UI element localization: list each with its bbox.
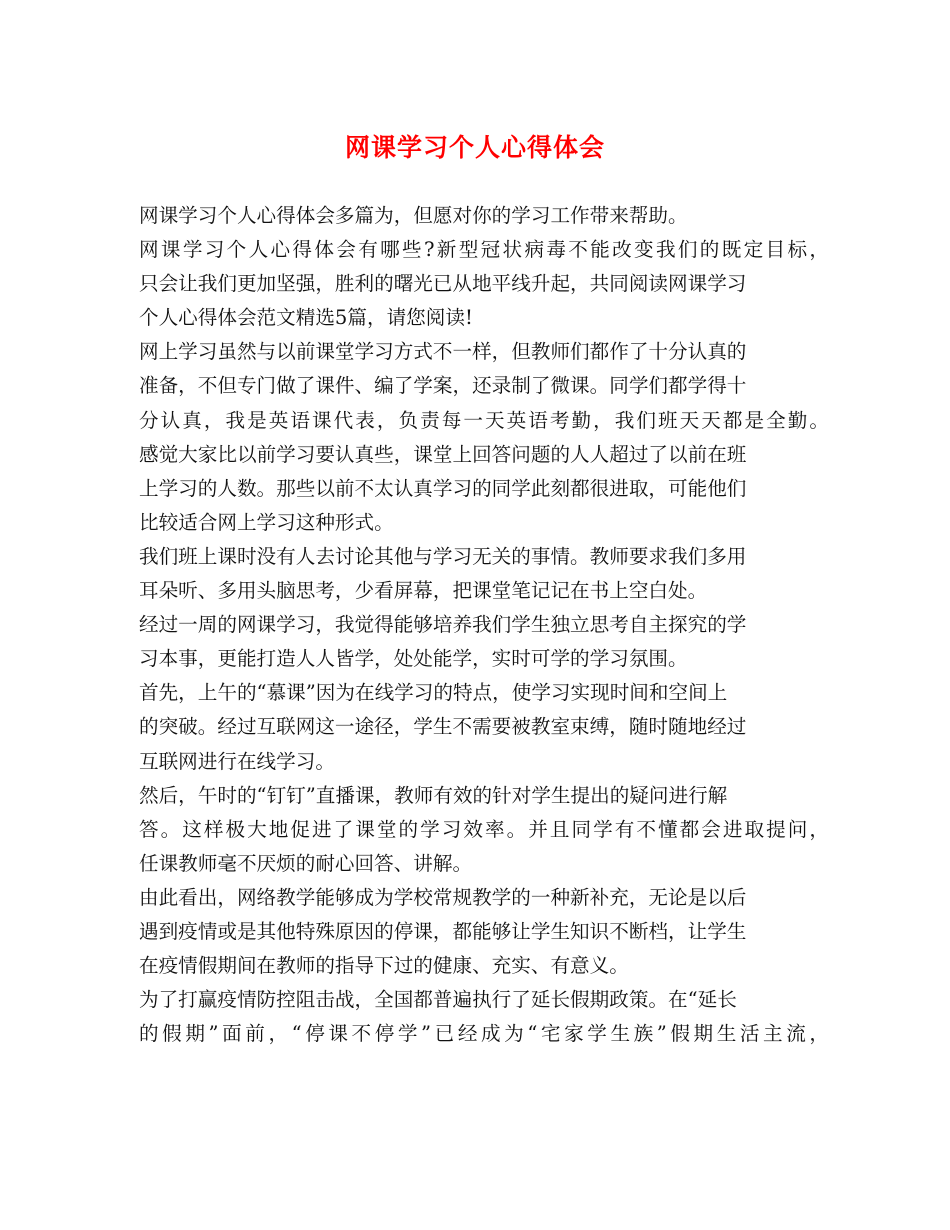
body-line: 习本事，更能打造人人皆学，处处能学，实时可学的学习氛围。 bbox=[139, 647, 688, 671]
body-line: 的假期”面前，“停课不停学”已经成为“宅家学生族”假期生活主流， bbox=[139, 1022, 829, 1046]
body-line: 任课教师毫不厌烦的耐心回答、讲解。 bbox=[139, 851, 473, 875]
document-body bbox=[139, 199, 829, 1051]
body-line: 然后，午时的“钉钉”直播课，教师有效的针对学生提出的疑问进行解 bbox=[139, 783, 728, 807]
body-line: 在疫情假期间在教师的指导下过的健康、充实、有意义。 bbox=[139, 954, 629, 978]
body-line: 的突破。经过互联网这一途径，学生不需要被教室束缚，随时随地经过 bbox=[139, 715, 747, 739]
body-line: 答。这样极大地促进了课堂的学习效率。并且同学有不懂都会进取提问， bbox=[139, 817, 829, 841]
body-line: 互联网进行在线学习。 bbox=[139, 749, 335, 773]
body-line: 耳朵听、多用头脑思考，少看屏幕，把课堂笔记记在书上空白处。 bbox=[139, 579, 708, 603]
body-line: 感觉大家比以前学习要认真些，课堂上回答问题的人人超过了以前在班 bbox=[139, 442, 747, 466]
body-line: 网课学习个人心得体会多篇为，但愿对你的学习工作带来帮助。 bbox=[139, 204, 688, 227]
body-line: 只会让我们更加坚强，胜利的曙光已从地平线升起，共同阅读网课学习 bbox=[139, 272, 747, 296]
body-line: 网课学习个人心得体会有哪些?新型冠状病毒不能改变我们的既定目标， bbox=[139, 238, 829, 262]
body-line: 准备，不但专门做了课件、编了学案，还录制了微课。同学们都学得十 bbox=[139, 374, 747, 398]
body-line: 分认真，我是英语课代表，负责每一天英语考勤，我们班天天都是全勤。 bbox=[139, 408, 829, 432]
body-line: 我们班上课时没有人去讨论其他与学习无关的事情。教师要求我们多用 bbox=[139, 544, 747, 568]
body-line: 上学习的人数。那些以前不太认真学习的同学此刻都很进取，可能他们 bbox=[139, 476, 747, 500]
body-line: 经过一周的网课学习，我觉得能够培养我们学生独立思考自主探究的学 bbox=[139, 613, 747, 637]
body-line: 比较适合网上学习这种形式。 bbox=[139, 510, 394, 534]
body-line: 为了打赢疫情防控阻击战，全国都普遍执行了延长假期政策。在“延长 bbox=[139, 988, 737, 1012]
body-line: 由此看出，网络教学能够成为学校常规教学的一种新补充，无论是以后 bbox=[139, 885, 747, 909]
document-title: 网课学习个人心得体会 bbox=[344, 133, 605, 162]
body-line: 遇到疫情或是其他特殊原因的停课，都能够让学生知识不断档，让学生 bbox=[139, 919, 747, 943]
body-line: 个人心得体会范文精选5篇，请您阅读! bbox=[139, 306, 473, 330]
body-line: 网上学习虽然与以前课堂学习方式不一样，但教师们都作了十分认真的 bbox=[139, 340, 747, 364]
body-line: 首先，上午的“慕课”因为在线学习的特点，使学习实现时间和空间上 bbox=[139, 681, 728, 705]
